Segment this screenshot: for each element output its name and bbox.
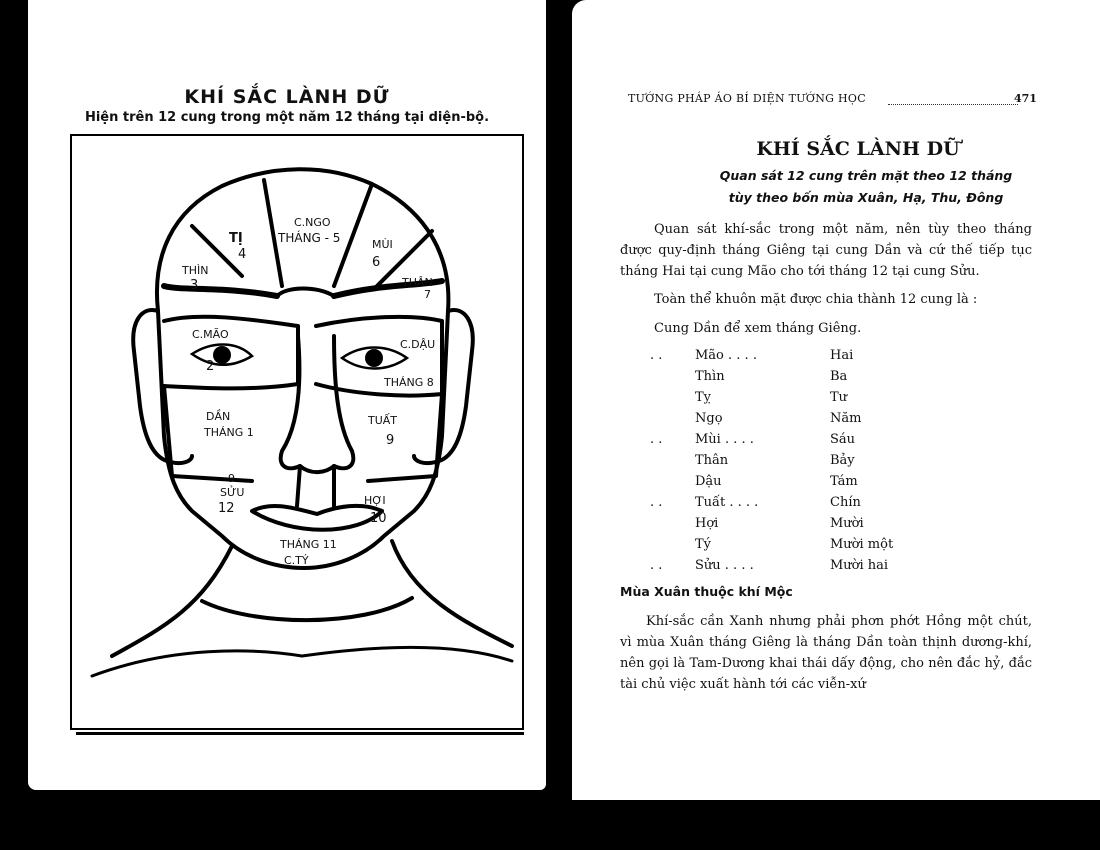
num-than: 7 [424, 288, 431, 301]
left-page-title: KHÍ SẮC LÀNH DỮ [184, 86, 390, 108]
num-tuat: 9 [386, 433, 395, 448]
label-tuat: TUẤT [368, 414, 398, 427]
right-page [572, 0, 1100, 800]
running-header: TƯỚNG PHÁP ÁO BÍ DIỆN TƯỚNG HỌC [628, 92, 866, 105]
label-cung-ty: C.TÝ [284, 554, 309, 567]
branch-name: Tỵ [695, 390, 712, 405]
running-header-rule [888, 104, 1018, 105]
mouth [252, 506, 382, 530]
left-page [28, 0, 546, 790]
label-hoi: HỢI [364, 494, 386, 507]
left-brow [164, 286, 277, 296]
branch-name: Ngọ [695, 411, 723, 426]
label-cung-dau: C.DẬU [400, 338, 436, 351]
num-mao: 2 [206, 359, 215, 374]
month-name: Ba [830, 369, 848, 384]
label-thang-8: THÁNG 8 [384, 376, 434, 389]
branch-name: Thìn [695, 369, 725, 384]
season-heading: Mùa Xuân thuộc khí Mộc [620, 584, 793, 599]
branch-name: Hợi [695, 516, 719, 531]
neck-left [112, 546, 232, 656]
month-row [650, 516, 950, 537]
month-name: Mười một [830, 537, 894, 552]
month-row [650, 474, 950, 495]
leader-dots: . . [650, 432, 663, 447]
branch-name: Tý [695, 537, 712, 552]
month-name: Mười [830, 516, 864, 531]
right-page-title: KHÍ SẮC LÀNH DỮ [756, 138, 960, 160]
month-name: Hai [830, 348, 854, 363]
month-name: Sáu [830, 432, 856, 447]
label-dan: DẦN [206, 410, 231, 423]
branch-name: Thân [695, 453, 729, 468]
month-row [650, 369, 950, 390]
leader-dots: . . [650, 558, 663, 573]
month-row [650, 390, 950, 411]
month-row [650, 453, 950, 474]
month-name: Tám [830, 474, 858, 489]
neck-right [392, 541, 512, 646]
num-suu-9: 9 [228, 472, 235, 485]
label-than: THÂN [402, 276, 433, 289]
left-page-subtitle: Hiện trên 12 cung trong một năm 12 tháng tại diện-bộ. [84, 110, 490, 125]
face-diagram [70, 134, 524, 730]
month-house-list [650, 348, 950, 579]
leader-dots: . . [650, 495, 663, 510]
branch-name: Tuất . . . . [695, 495, 759, 510]
right-cheek-line [368, 394, 442, 481]
label-thang-1: THÁNG 1 [204, 426, 254, 439]
collar [202, 598, 412, 620]
num-hoi: 10 [370, 511, 387, 526]
month-name: Bảy [830, 453, 855, 468]
shoulders [92, 647, 512, 676]
branch-name: Mùi . . . . [695, 432, 754, 447]
right-subtitle-line-2: tùy theo bốn mùa Xuân, Hạ, Thu, Đông [728, 190, 1004, 205]
paragraph-cung-dan: Cung Dần để xem tháng Giêng. [654, 321, 862, 336]
label-cung-mao: C.MÃO [192, 328, 229, 341]
month-name: Tư [830, 390, 848, 405]
right-eye [342, 348, 407, 369]
left-eye [192, 344, 252, 364]
leader-dots: . . [650, 348, 663, 363]
branch-name: Sửu . . . . [695, 558, 754, 573]
num-thin: 3 [190, 278, 199, 293]
label-suu: SỬU [220, 486, 245, 499]
paragraph-spring: Khí-sắc cần Xanh nhưng phải phơn phớt Hồng một chút, vì mùa Xuân tháng Giêng là tháng Dần toàn thịnh dương-khí, nên gọi là Tam-Dương khai thái dấy động, cho nên đắc hỷ, đắc tài chủ việc xuất hành tới các viễn-xứ [620, 614, 1032, 692]
label-mui: MÙI [372, 238, 393, 251]
paragraph-twelve-houses: Toàn thể khuôn mặt được chia thành 12 cung là : [654, 292, 978, 307]
branch-name: Mão . . . . [695, 348, 757, 363]
label-ti: TỊ [229, 231, 243, 246]
num-suu: 12 [218, 501, 235, 516]
month-row [650, 432, 950, 453]
bottom-rule [76, 732, 524, 735]
month-row [650, 348, 950, 369]
month-name: Chín [830, 495, 861, 510]
month-row [650, 411, 950, 432]
paragraph-intro: Quan sát khí-sắc trong một năm, nên tùy theo tháng được quy-định tháng Giêng tại cung Dần và cứ thế tiếp tục tháng Hai tại cung Mão cho tới tháng 12 tại cung Sửu. [620, 222, 1032, 279]
num-ti: 4 [238, 247, 247, 262]
label-thang-5: THÁNG - 5 [278, 231, 341, 245]
page-number: 471 [1014, 92, 1037, 105]
month-row [650, 537, 950, 558]
month-row [650, 495, 950, 516]
month-name: Mười hai [830, 558, 889, 573]
brow-bridge [277, 289, 334, 297]
month-name: Năm [830, 411, 862, 426]
num-mui: 6 [372, 255, 381, 270]
right-subtitle-line-1: Quan sát 12 cung trên mặt theo 12 tháng [719, 168, 1013, 183]
branch-name: Dậu [695, 474, 722, 489]
label-thang-11: THÁNG 11 [280, 538, 337, 551]
label-cung-ngo: C.NGO [294, 216, 331, 229]
month-row [650, 558, 950, 579]
label-thin: THÌN [182, 264, 209, 277]
